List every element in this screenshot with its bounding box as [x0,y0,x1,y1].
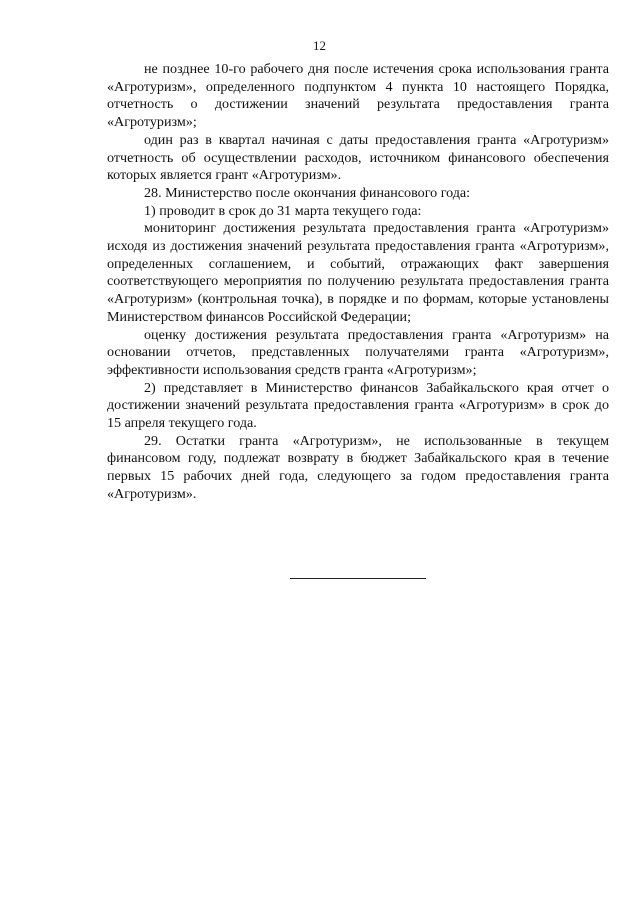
paragraph-28-item-2: 2) представляет в Министерство финансов Забайкальского края отчет о достижении значений результата предоставления гранта «Агротуризм» в срок до 15 апреля текущего года. [107,379,609,432]
document-body [107,61,609,504]
paragraph-monitoring: мониторинг достижения результата предоставления гранта «Агротуризм» исходя из достижения значений результата предоставления гранта «Агротуризм», определенных соглашением, и событий, отражающих факт завершения соответствующего мероприятия по получению результата предоставления гранта «Агротуризм» (контрольная точка), в порядке и по формам, которые установлены Министерством финансов Российской Федерации; [107,220,609,325]
closing-separator-line [290,578,426,579]
paragraph-report-deadline: не позднее 10-го рабочего дня после истечения срока использования гранта «Агротуризм», определенного подпунктом 4 пункта 10 настоящего Порядка, отчетность о достижении значений результата предоставления гранта «Агротуризм»; [107,61,609,131]
paragraph-evaluation: оценку достижения результата предоставления гранта «Агротуризм» на основании отчетов, представленных получателями гранта «Агротуризм», эффективности использования средств гранта «Агротуризм»; [107,326,609,378]
paragraph-29: 29. Остатки гранта «Агротуризм», не использованные в текущем финансовом году, подлежат возврату в бюджет Забайкальского края в течение первых 15 рабочих дней года, следующего за годом предоставления гранта «Агротуризм». [107,432,609,502]
page-number: 12 [313,38,326,53]
paragraph-28-heading: 28. Министерство после окончания финансового года: [144,184,471,201]
paragraph-28-item-1: 1) проводит в срок до 31 марта текущего года: [144,202,422,219]
paragraph-quarterly-report: один раз в квартал начиная с даты предоставления гранта «Агротуризм» отчетность об осуществлении расходов, источником финансового обеспечения которых является грант «Агротуризм». [107,131,609,184]
